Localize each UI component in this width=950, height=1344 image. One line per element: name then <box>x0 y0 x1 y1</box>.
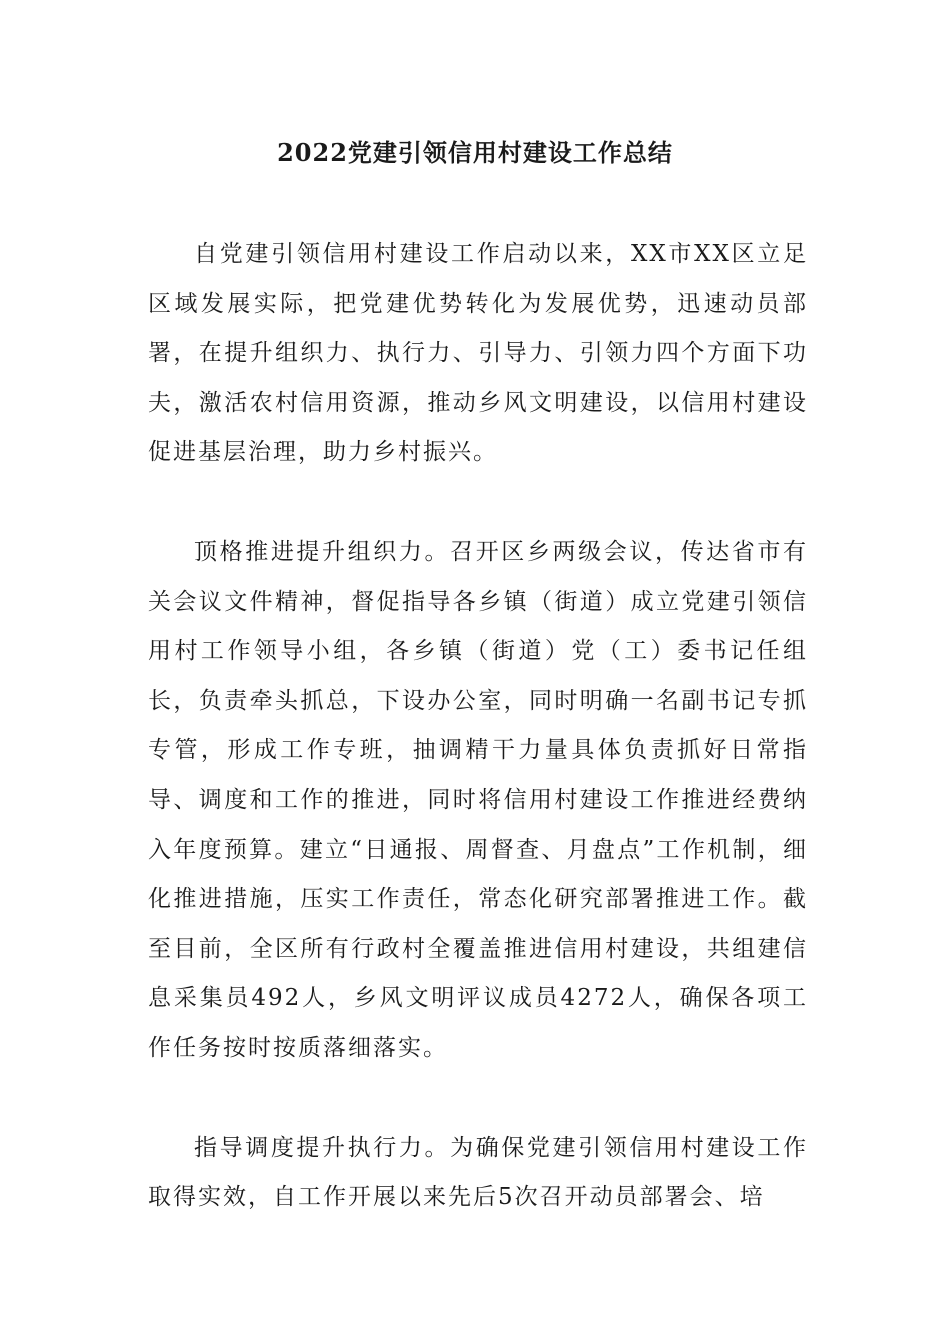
document-title: 2022党建引领信用村建设工作总结 <box>277 138 673 167</box>
paragraph-organization: 顶格推进提升组织力。召开区乡两级会议，传达省市有关会议文件精神，督促指导各乡镇（街道）成立党建引领信用村工作领导小组，各乡镇（街道）党（工）委书记任组长，负责牵头抓总，下设办公室，同时明确一名副书记专抓专管，形成工作专班，抽调精干力量具体负责抓好日常指导、调度和工作的推进，同时将信用村建设工作推进经费纳入年度预算。建立“日通报、周督查、月盘点”工作机制，细化推进措施，压实工作责任，常态化研究部署推进工作。截至目前，全区所有行政村全覆盖推进信用村建设，共组建信息采集员492人，乡风文明评议成员4272人，确保各项工作任务按时按质落细落实。 <box>148 538 808 1061</box>
paragraph-intro: 自党建引领信用村建设工作启动以来，XX市XX区立足区域发展实际，把党建优势转化为发展优势，迅速动员部署，在提升组织力、执行力、引导力、引领力四个方面下功夫，激活农村信用资源，推动乡风文明建设，以信用村建设促进基层治理，助力乡村振兴。 <box>148 241 808 466</box>
paragraph-execution: 指导调度提升执行力。为确保党建引领信用村建设工作取得实效，自工作开展以来先后5次召开动员部署会、培 <box>148 1134 808 1211</box>
document-body <box>148 230 808 1273</box>
